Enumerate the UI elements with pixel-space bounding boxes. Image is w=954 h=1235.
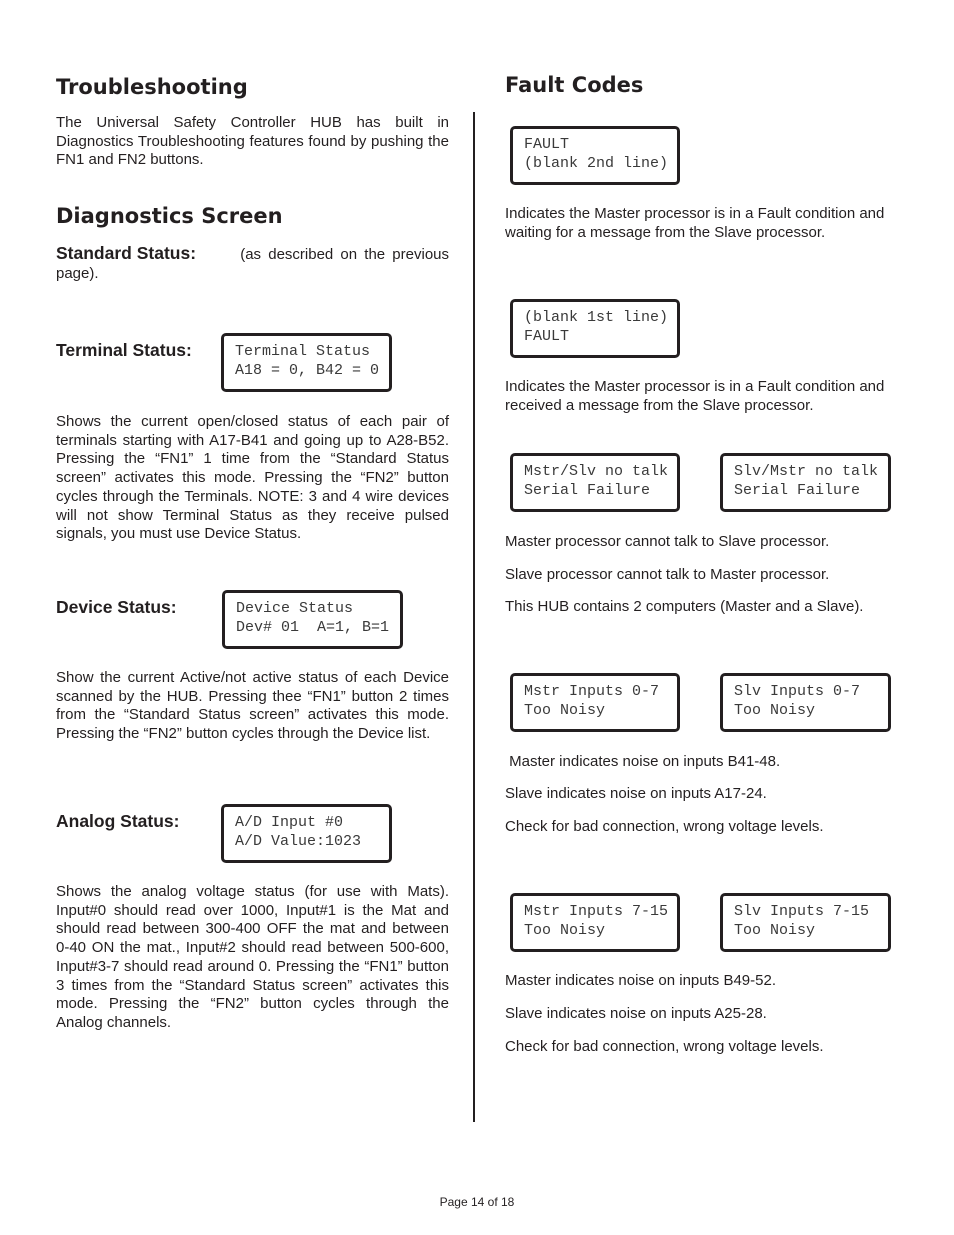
fault2-lcd — [510, 299, 680, 358]
lcd-line: Too Noisy — [524, 922, 606, 939]
lcd-line: Terminal Status — [235, 343, 371, 360]
analog-status-text: Shows the analog voltage status (for use with Mats). Input#0 should read over 1000, Input#1 is the Mat and should read between 300-400 OFF the mat and between 0-40 ON the mat., Input#2 should read between 500-600, Input#3-7 should read around 0. Pressing the “FN1” button 3 times from the “Standard Status screen” activates this mode. Pressing the “FN2” button cycles through the Analog channels. — [56, 883, 449, 1031]
fault1-text: Indicates the Master processor is in a Fault condition and waiting for a message from the Slave processor. — [505, 205, 885, 241]
lcd-line: A/D Input #0 — [235, 814, 344, 831]
fault-codes-heading: Fault Codes — [505, 73, 644, 97]
noise2-text-1: Master indicates noise on inputs B49-52. — [505, 972, 776, 989]
terminal-status-lcd — [221, 333, 392, 392]
lcd-line: FAULT — [524, 328, 570, 345]
slave-noise-0-7-lcd — [720, 673, 891, 732]
terminal-status-text: Shows the current open/closed status of each pair of terminals starting with A17-B41 and going up to A28-B52. Pressing the “FN1” 1 time from the “Standard Status screen” activates this mode. Pressing the “FN2” button cycles through the Terminals. NOTE: 3 and 4 wire devices will not show Terminal Status as they receive pulsed signals, you must use Device Status. — [56, 413, 449, 543]
lcd-line: Slv/Mstr no talk — [734, 463, 879, 480]
page-number: Page 14 of 18 — [439, 1195, 515, 1209]
noise1-text-2: Slave indicates noise on inputs A17-24. — [505, 785, 767, 802]
analog-status-lcd — [221, 804, 392, 863]
noise1-text-1: Master indicates noise on inputs B41-48. — [505, 753, 781, 770]
device-status-text: Show the current Active/not active status of each Device scanned by the HUB. Pressing thee “FN1” button 2 times from the “Standard Status screen” activates this mode. Pressing the “FN2” button cycles through the Device list. — [56, 669, 449, 743]
noise2-text-3: Check for bad connection, wrong voltage levels. — [505, 1038, 824, 1055]
analog-status-label: Analog Status: — [56, 811, 180, 831]
lcd-line: Serial Failure — [524, 482, 651, 499]
lcd-line: Too Noisy — [734, 702, 816, 719]
lcd-line: (blank 2nd line) — [524, 155, 669, 172]
fault2-text: Indicates the Master processor is in a Fault condition and received a message from the Slave processor. — [505, 378, 885, 414]
lcd-line: Device Status — [236, 600, 354, 617]
diagnostics-heading: Diagnostics Screen — [56, 204, 283, 228]
device-status-lcd — [222, 590, 403, 649]
master-noise-0-7-lcd — [510, 673, 680, 732]
lcd-line: (blank 1st line) — [524, 309, 669, 326]
lcd-line: Mstr Inputs 0-7 — [524, 683, 660, 700]
master-slave-comm-lcd — [510, 453, 680, 512]
lcd-line: Too Noisy — [524, 702, 606, 719]
lcd-line: Slv Inputs 0-7 — [734, 683, 861, 700]
standard-status-block — [56, 243, 449, 283]
lcd-line: Dev# 01 A=1, B=1 — [236, 619, 390, 636]
lcd-line: Slv Inputs 7-15 — [734, 903, 870, 920]
fault1-lcd — [510, 126, 680, 185]
column-divider — [473, 112, 475, 1122]
slave-noise-7-15-lcd — [720, 893, 891, 952]
lcd-line: Too Noisy — [734, 922, 816, 939]
lcd-line: A/D Value:1023 — [235, 833, 362, 850]
lcd-line: A18 = 0, B42 = 0 — [235, 362, 380, 379]
lcd-line: Mstr Inputs 7-15 — [524, 903, 669, 920]
lcd-line: Mstr/Slv no talk — [524, 463, 669, 480]
slave-master-comm-lcd — [720, 453, 891, 512]
master-noise-7-15-lcd — [510, 893, 680, 952]
comm-text-3: This HUB contains 2 computers (Master and a Slave). — [505, 598, 864, 615]
terminal-status-label: Terminal Status: — [56, 340, 192, 360]
standard-status-label: Standard Status: — [56, 243, 197, 263]
comm-text-1: Master processor cannot talk to Slave processor. — [505, 533, 830, 550]
device-status-label: Device Status: — [56, 597, 177, 617]
standard-status-text-a: (as described on the previous — [240, 246, 449, 263]
noise2-text-2: Slave indicates noise on inputs A25-28. — [505, 1005, 767, 1022]
standard-status-text-b: page). — [56, 264, 99, 282]
comm-text-2: Slave processor cannot talk to Master processor. — [505, 566, 830, 583]
lcd-line: FAULT — [524, 136, 570, 153]
noise1-text-3: Check for bad connection, wrong voltage levels. — [505, 818, 824, 835]
troubleshooting-heading: Troubleshooting — [56, 75, 248, 99]
troubleshooting-text: The Universal Safety Controller HUB has built in Diagnostics Troubleshooting features found by pushing the FN1 and FN2 buttons. — [56, 114, 449, 169]
lcd-line: Serial Failure — [734, 482, 861, 499]
